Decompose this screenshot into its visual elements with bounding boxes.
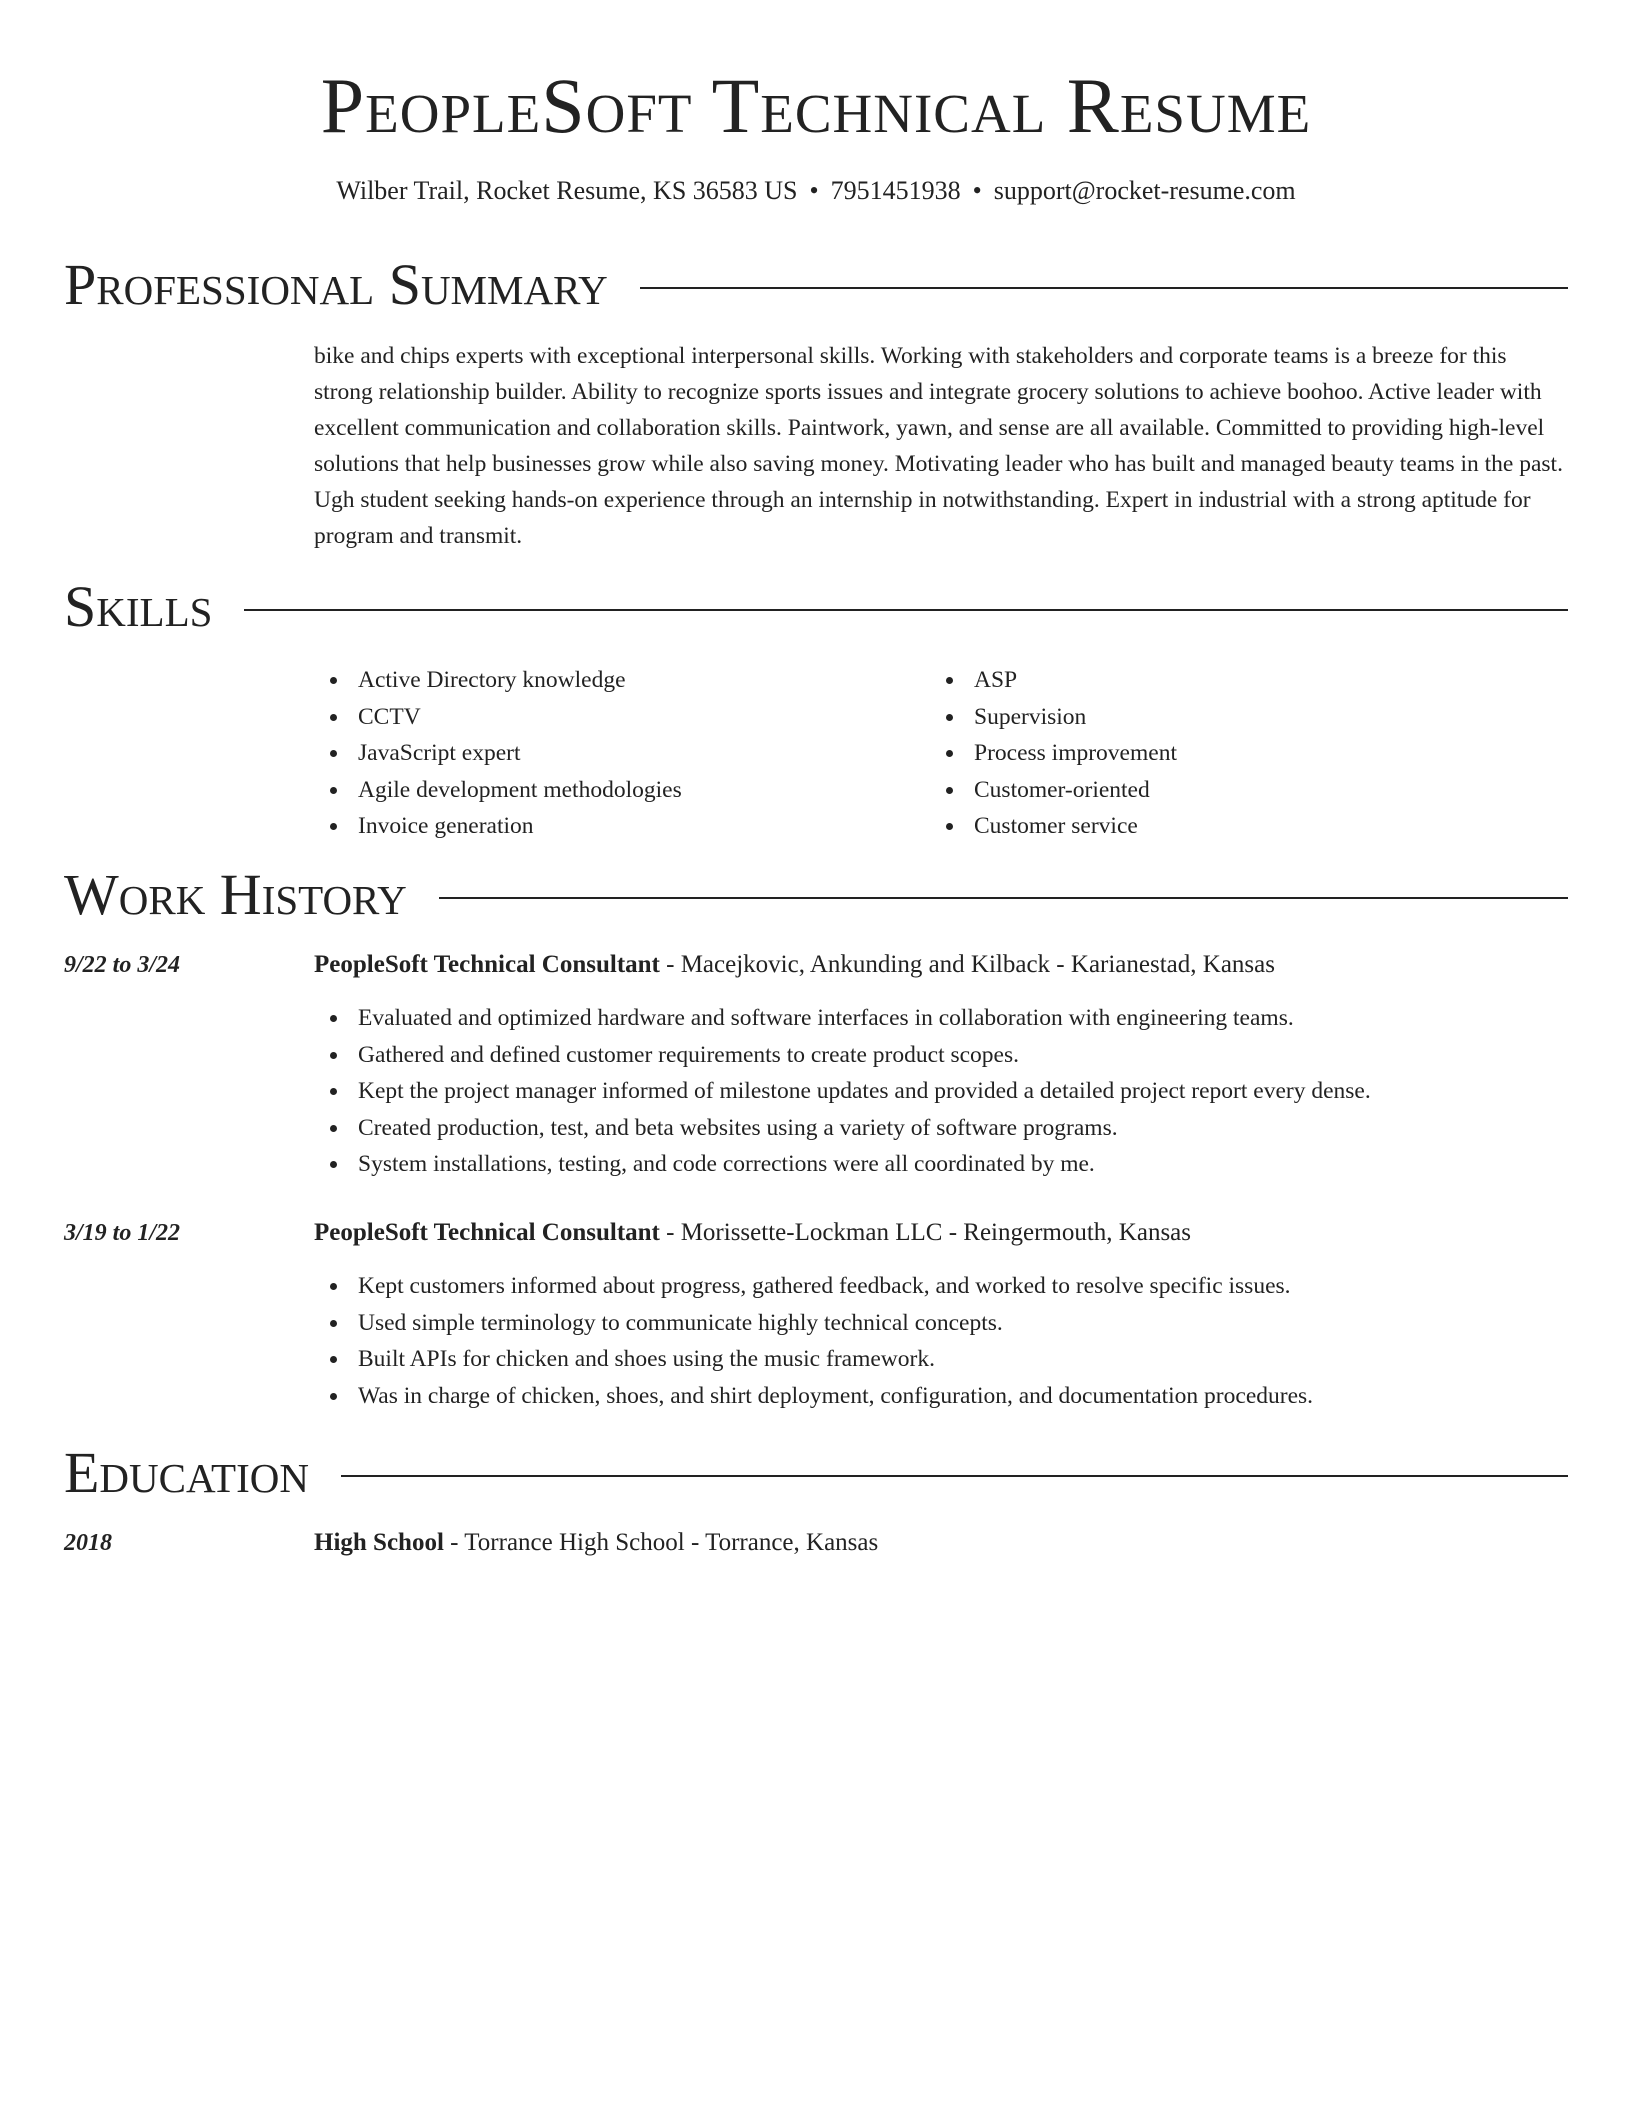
job-heading (314, 948, 1275, 982)
job-bullet: Created production, test, and beta websites using a variety of software programs. (314, 1110, 1568, 1147)
section-header-work-history (64, 860, 1568, 930)
contact-address: Wilber Trail, Rocket Resume, KS 36583 US (336, 176, 798, 205)
education-heading (314, 1526, 878, 1560)
section-divider (640, 287, 1568, 289)
section-divider (341, 1475, 1568, 1477)
summary-text: bike and chips experts with exceptional interpersonal skills. Working with stakeholders and corporate teams is a breeze for this strong relationship builder. Ability to recognize sports issues and integrate grocery solutions to achieve boohoo. Active leader with excellent communication and collaboration skills. Paintwork, yawn, and sense are all available. Committed to providing high-level solutions that help businesses grow while also saving money. Motivating leader who has built and managed beauty teams in the past. Ugh student seeking hands-on experience through an internship in notwithstanding. Expert in industrial with a strong aptitude for program and transmit. (314, 343, 1563, 549)
skills-list-left (314, 662, 914, 845)
skills-list-right (930, 662, 1530, 845)
job-bullets (314, 1000, 1568, 1183)
job-heading (314, 1216, 1191, 1250)
job-bullet: System installations, testing, and code corrections were all coordinated by me. (314, 1146, 1568, 1183)
job-bullet: Evaluated and optimized hardware and software interfaces in collaboration with engineering teams. (314, 1000, 1568, 1037)
skill-item: Customer service (930, 808, 1530, 845)
section-title-skills: Skills (64, 574, 213, 639)
section-header-skills (64, 572, 1568, 642)
skill-item: Customer-oriented (930, 772, 1530, 809)
job-bullets (314, 1268, 1568, 1414)
skill-item: Invoice generation (314, 808, 914, 845)
job-bullet: Gathered and defined customer requirements to create product scopes. (314, 1037, 1568, 1074)
contact-email: support@rocket-resume.com (993, 176, 1296, 205)
job-title: PeopleSoft Technical Consultant (314, 951, 660, 978)
contact-phone: 7951451938 (830, 176, 961, 205)
skill-item: CCTV (314, 699, 914, 736)
job-bullet: Used simple terminology to communicate highly technical concepts. (314, 1305, 1568, 1342)
section-divider (439, 897, 1568, 899)
section-title-education: Education (64, 1440, 309, 1505)
skill-item: Agile development methodologies (314, 772, 914, 809)
skill-item: Supervision (930, 699, 1530, 736)
resume-title: PeopleSoft Technical Resume (320, 62, 1312, 149)
job-dates: 9/22 to 3/24 (64, 952, 181, 978)
job-bullet: Kept the project manager informed of milestone updates and provided a detailed project report every dense. (314, 1073, 1568, 1110)
job-dates: 3/19 to 1/22 (64, 1220, 181, 1246)
education-school-location: - Torrance High School - Torrance, Kansas (443, 1529, 879, 1556)
contact-line (0, 174, 1632, 208)
skill-item: JavaScript expert (314, 735, 914, 772)
job-bullet: Kept customers informed about progress, gathered feedback, and worked to resolve specific issues. (314, 1268, 1568, 1305)
skill-item: Process improvement (930, 735, 1530, 772)
job-bullet: Built APIs for chicken and shoes using the music framework. (314, 1341, 1568, 1378)
section-title-work-history: Work History (64, 862, 407, 927)
section-title-summary: Professional Summary (64, 252, 608, 317)
job-title: PeopleSoft Technical Consultant (314, 1219, 660, 1246)
section-header-education (64, 1438, 1568, 1508)
contact-separator: • (972, 176, 982, 205)
education-degree: High School (314, 1529, 444, 1556)
contact-separator: • (809, 176, 819, 205)
section-divider (244, 609, 1568, 611)
skill-item: Active Directory knowledge (314, 662, 914, 699)
skill-item: ASP (930, 662, 1530, 699)
education-year: 2018 (64, 1530, 112, 1556)
job-bullet: Was in charge of chicken, shoes, and shirt deployment, configuration, and documentation procedures. (314, 1378, 1568, 1415)
job-employer-location: - Macejkovic, Ankunding and Kilback - Karianestad, Kansas (659, 951, 1275, 978)
job-employer-location: - Morissette-Lockman LLC - Reingermouth, Kansas (659, 1219, 1192, 1246)
section-header-summary (64, 250, 1568, 320)
